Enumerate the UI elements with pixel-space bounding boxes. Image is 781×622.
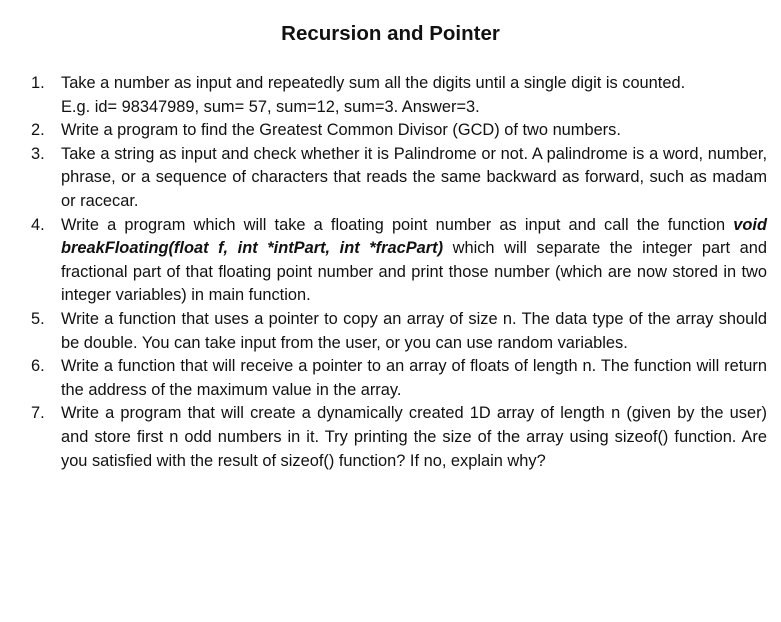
item-number: 4. <box>31 215 45 234</box>
item-number: 7. <box>31 404 45 423</box>
item-number: 6. <box>31 357 45 376</box>
list-item-3 <box>0 143 781 214</box>
function-signature: void breakFloating(float f, int *intPart, int *fracPart) <box>61 215 767 258</box>
list-item-6 <box>0 355 781 402</box>
exercise-list <box>0 72 781 473</box>
item-text: Write a function that uses a pointer to copy an array of size n. The data type of the array should be double. You can take input from the user, or you can use random variables. <box>61 309 767 352</box>
list-item-1 <box>0 72 781 119</box>
item-number: 5. <box>31 309 45 328</box>
page-title: Recursion and Pointer <box>281 22 500 45</box>
item-number: 1. <box>31 74 45 92</box>
item-text: Write a program which will take a floating point number as input and call the function <box>61 215 734 234</box>
item-text: which will separate the integer part and fractional part of that floating point number and print those number (which are now stored in two integer variables) in main function. <box>61 239 767 305</box>
item-number: 3. <box>31 144 45 163</box>
item-number: 2. <box>31 121 45 140</box>
item-text: Write a function that will receive a pointer to an array of floats of length n. The function will return the address of the maximum value in the array. <box>61 357 767 399</box>
item-text-line: E.g. id= 98347989, sum= 57, sum=12, sum=3. Answer=3. <box>61 97 480 116</box>
item-text-line: Take a number as input and repeatedly sum all the digits until a single digit is counted. <box>61 74 686 92</box>
list-item-4 <box>0 214 781 308</box>
item-text: Write a program that will create a dynamically created 1D array of length n (given by the user) and store first n odd numbers in it. Try printing the size of the array using sizeof() function. Are you satisfied with the result of sizeof() function? If no, explain why? <box>61 404 767 470</box>
list-item-7 <box>0 402 781 473</box>
item-text: Take a string as input and check whether it is Palindrome or not. A palindrome is a word, number, phrase, or a sequence of characters that reads the same backward as forward, such as madam or racecar. <box>61 144 767 210</box>
list-item-5 <box>0 308 781 355</box>
item-text: Write a program to find the Greatest Common Divisor (GCD) of two numbers. <box>61 121 621 140</box>
list-item-2 <box>0 119 781 143</box>
